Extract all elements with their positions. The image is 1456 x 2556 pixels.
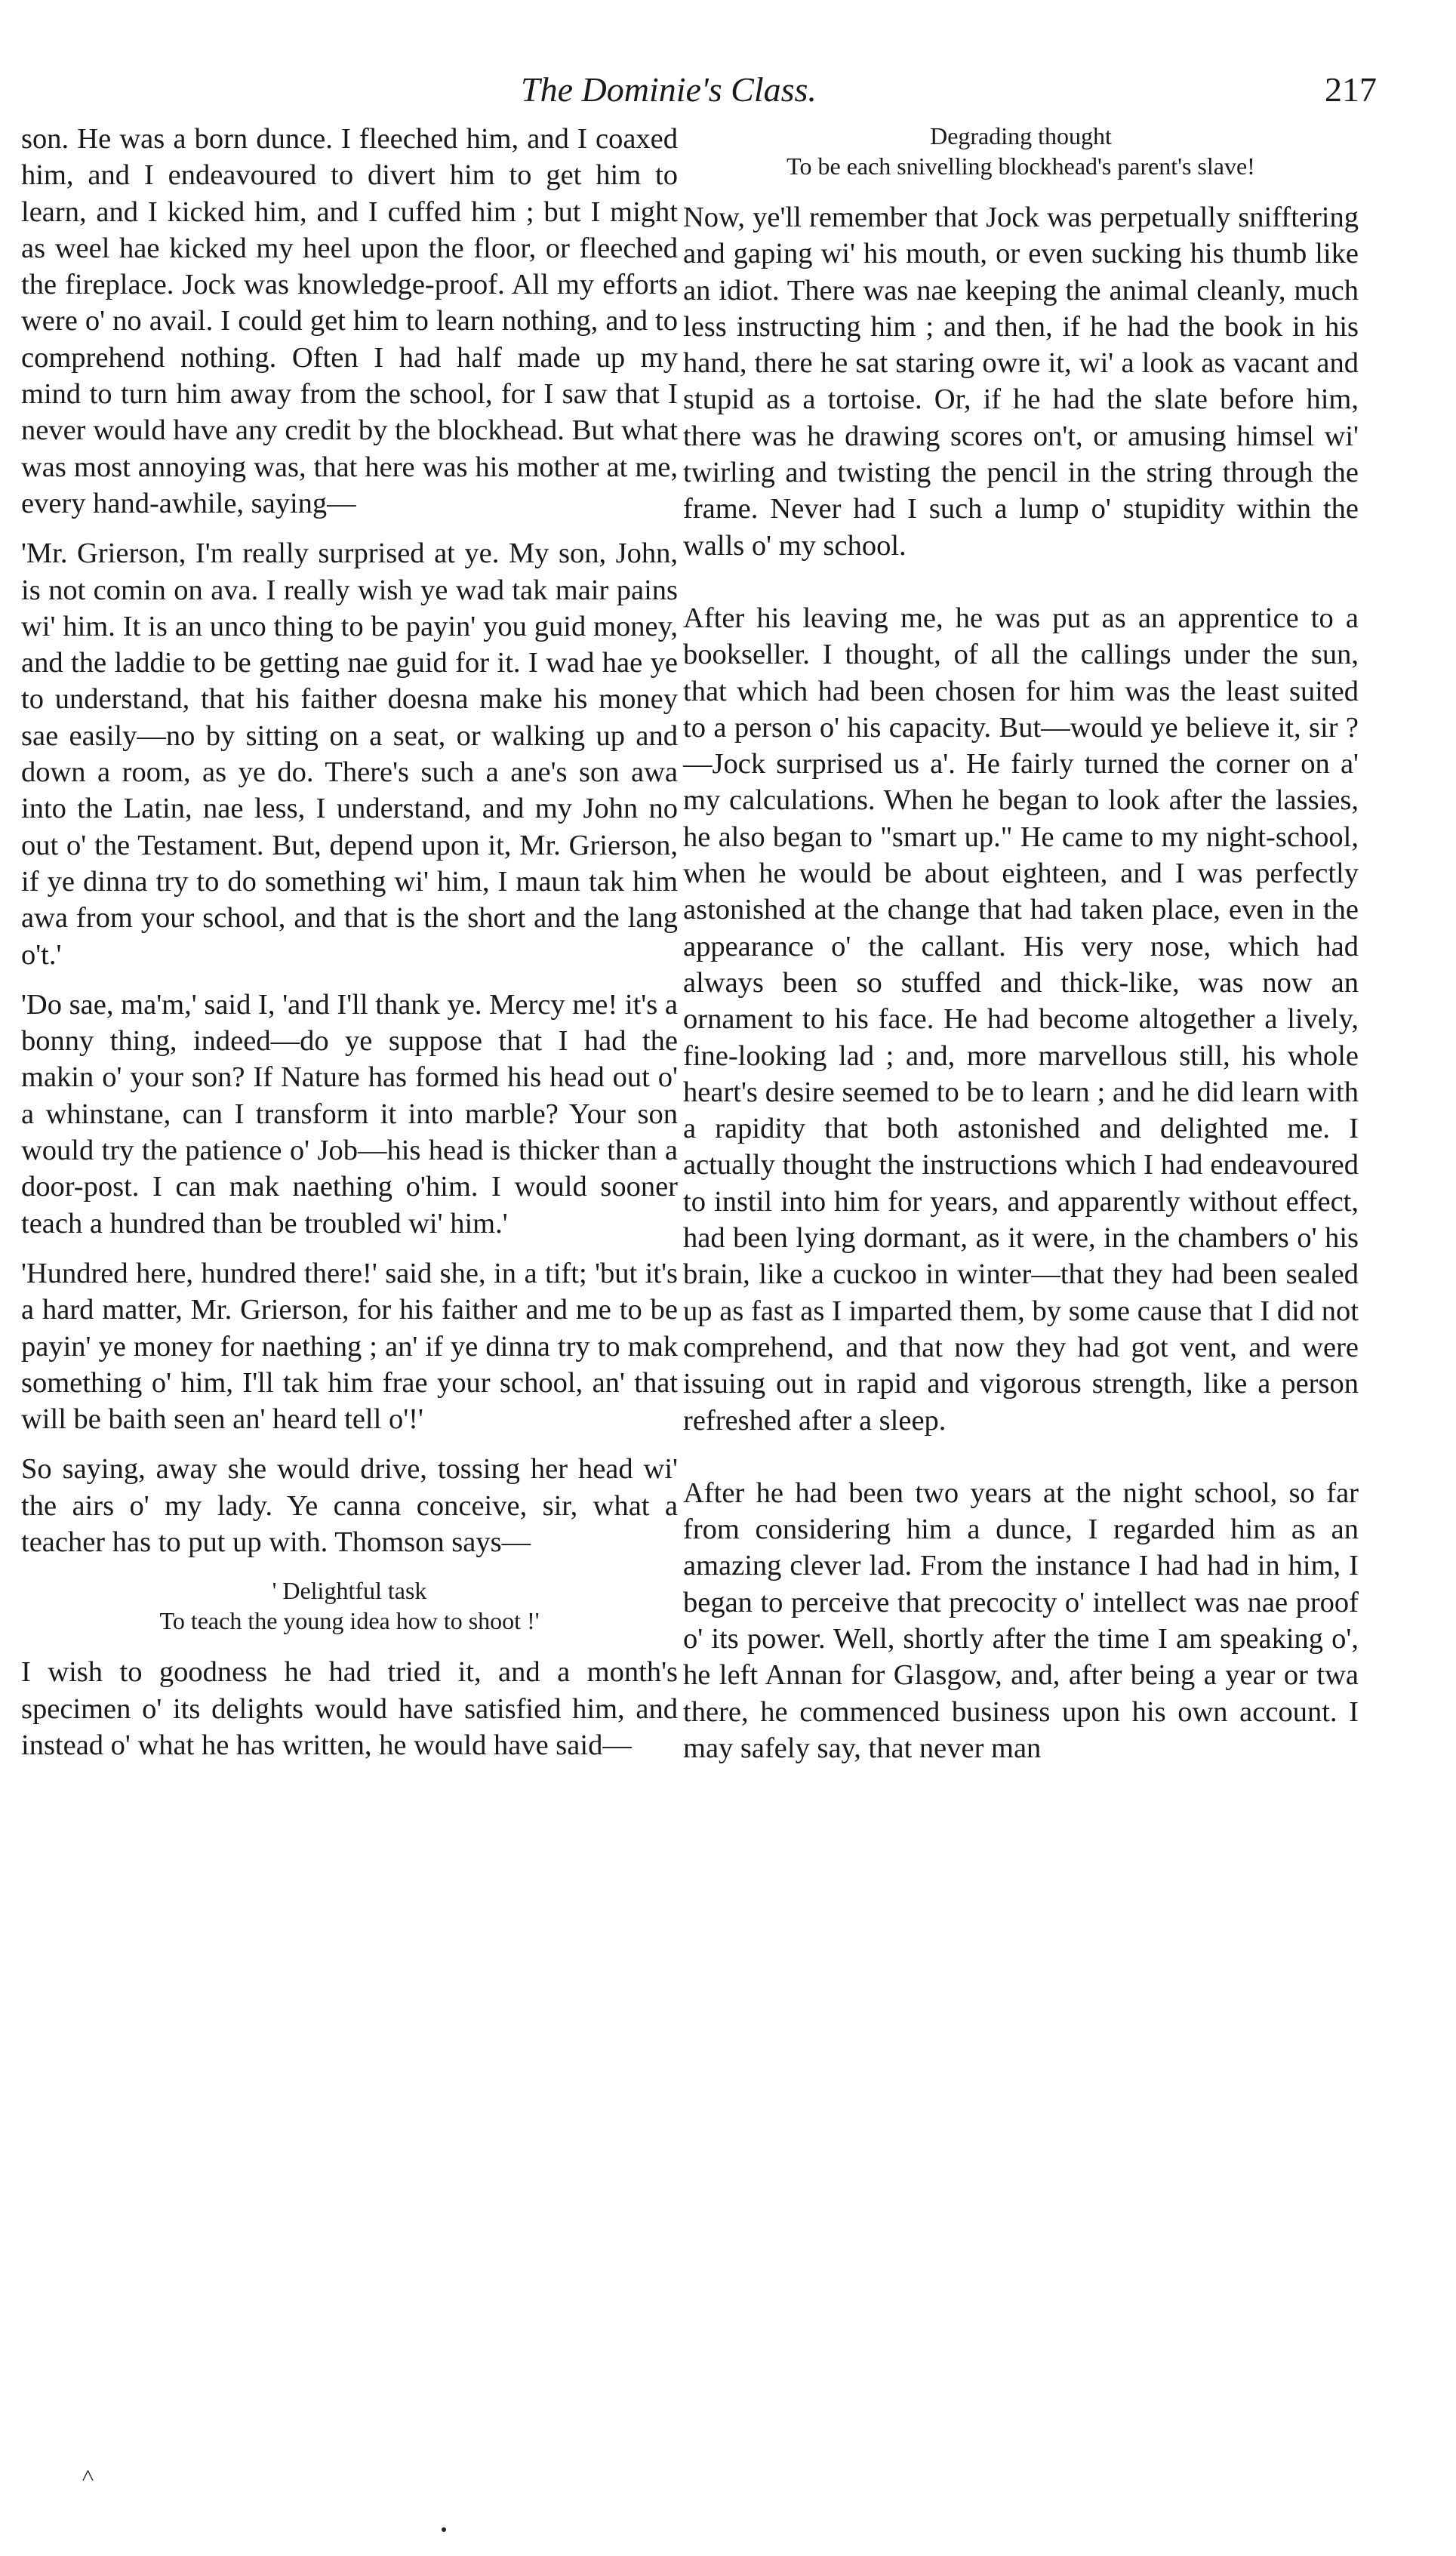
paragraph: So saying, away she would drive, tossing her head wi' the airs o' my lady. Ye canna conceive, sir, what a teacher has to put up with. Thomson says— [21, 1453, 678, 1558]
paragraph: I wish to goodness he had tried it, and a month's specimen o' its delights would have satisfied him, and instead o' what he has written, he would have said— [21, 1656, 678, 1761]
paragraph: Now, ye'll remember that Jock was perpetually snifftering and gaping wi' his mouth, or even sucking his thumb like an idiot. There was nae keeping the animal cleanly, much less instructing him ; and then, if he had the book in his hand, there he sat staring owre it, wi' a look as vacant and stupid as a tortoise. Or, if he had the slate before him, there was he drawing scores on't, or amusing himsel wi' twirling and twisting the pencil in the string through the frame. Never had I such a lump o' stupidity within the walls o' my school. [683, 202, 1359, 562]
paragraph: 'Mr. Grierson, I'm really surprised at ye. My son, John, is not comin on ava. I really wish ye wad tak mair pains wi' him. It is an unco thing to be payin' you guid money, and the laddie to be getting nae guid for it. I wad hae ye to understand, that his faither doesna make his money sae easily—no by sitting on a seat, or walking up and down a room, as ye do. There's such a ane's son awa into the Latin, nae less, I understand, and my John no out o' the Testament. But, depend upon it, Mr. Grierson, if ye dinna try to do something wi' him, I maun tak him awa from your school, and that is the short and the lang o't.' [21, 537, 678, 971]
verse-quote [683, 121, 1359, 181]
left-column [21, 121, 678, 1777]
verse-line: To be each snivelling blockhead's parent's slave! [786, 152, 1255, 180]
verse-line: Degrading thought [930, 122, 1112, 149]
running-title: The Dominie's Class. [521, 70, 817, 109]
ink-dot [442, 2527, 446, 2532]
paragraph-gap [683, 1452, 1359, 1475]
verse-line: To teach the young idea how to shoot !' [159, 1607, 540, 1635]
paragraph-gap [683, 577, 1359, 600]
page-header [0, 69, 1456, 122]
ink-mark: ˄ [82, 2463, 94, 2488]
page-number: 217 [1325, 70, 1377, 109]
right-column [683, 121, 1359, 1780]
verse-line: ' Delightful task [272, 1577, 427, 1605]
verse-quote [21, 1575, 678, 1636]
paragraph: 'Hundred here, hundred there!' said she, in a tift; 'but it's a hard matter, Mr. Grierson, for his faither and me to be payin' ye money for naething ; an' if ye dinna try to mak something o' him, I'll tak him frae your school, an' that will be baith seen an' heard tell o'!' [21, 1257, 678, 1436]
paragraph: son. He was a born dunce. I fleeched him, and I coaxed him, and I endeavoured to divert him to get him to learn, and I kicked him, and I cuffed him ; but I might as weel hae kicked my heel upon the floor, or fleeched the fireplace. Jock was knowledge-proof. All my efforts were o' no avail. I could get him to learn nothing, and to comprehend nothing. Often I had half made up my mind to turn him away from the school, for I saw that I never would have any credit by the blockhead. But what was most annoying was, that here was his mother at me, every hand-awhile, saying— [21, 123, 678, 519]
paragraph: 'Do sae, ma'm,' said I, 'and I'll thank ye. Mercy me! it's a bonny thing, indeed—do ye suppose that I had the makin o' your son? If Nature has formed his head out o' a whinstane, can I transform it into marble? Your son would try the patience o' Job—his head is thicker than a door-post. I can mak naething o'him. I would sooner teach a hundred than be troubled wi' him.' [21, 988, 678, 1240]
paragraph: After he had been two years at the night school, so far from considering him a dunce, I regarded him as an amazing clever lad. From the instance I had had in him, I began to perceive that precocity o' intellect was nae proof o' its power. Well, shortly after the time I am speaking o', he left Annan for Glasgow, and, after being a year or twa there, he commenced business upon his own account. I may safely say, that never man [683, 1477, 1359, 1764]
paragraph: After his leaving me, he was put as an apprentice to a bookseller. I thought, of all the callings under the sun, that which had been chosen for him was the least suited to a person o' his capacity. But—would ye believe it, sir ?—Jock surprised us a'. He fairly turned the corner on a' my calculations. When he began to look after the lassies, he also began to "smart up." He came to my night-school, when he would be about eighteen, and I was perfectly astonished at the change that had taken place, even in the appearance o' the callant. His very nose, which had always been so stuffed and thick-like, was now an ornament to his face. He had become altogether a lively, fine-looking lad ; and, more marvellous still, his whole heart's desire seemed to be to learn ; and he did learn with a rapidity that both astonished and delighted me. I actually thought the instructions which I had endeavoured to instil into him for years, and apparently without effect, had been lying dormant, as it were, in the chambers o' his brain, like a cuckoo in winter—that they had been sealed up as fast as I imparted them, by some cause that I did not comprehend, and that now they had got vent, and were issuing out in rapid and vigorous strength, like a person refreshed after a sleep. [683, 602, 1359, 1437]
